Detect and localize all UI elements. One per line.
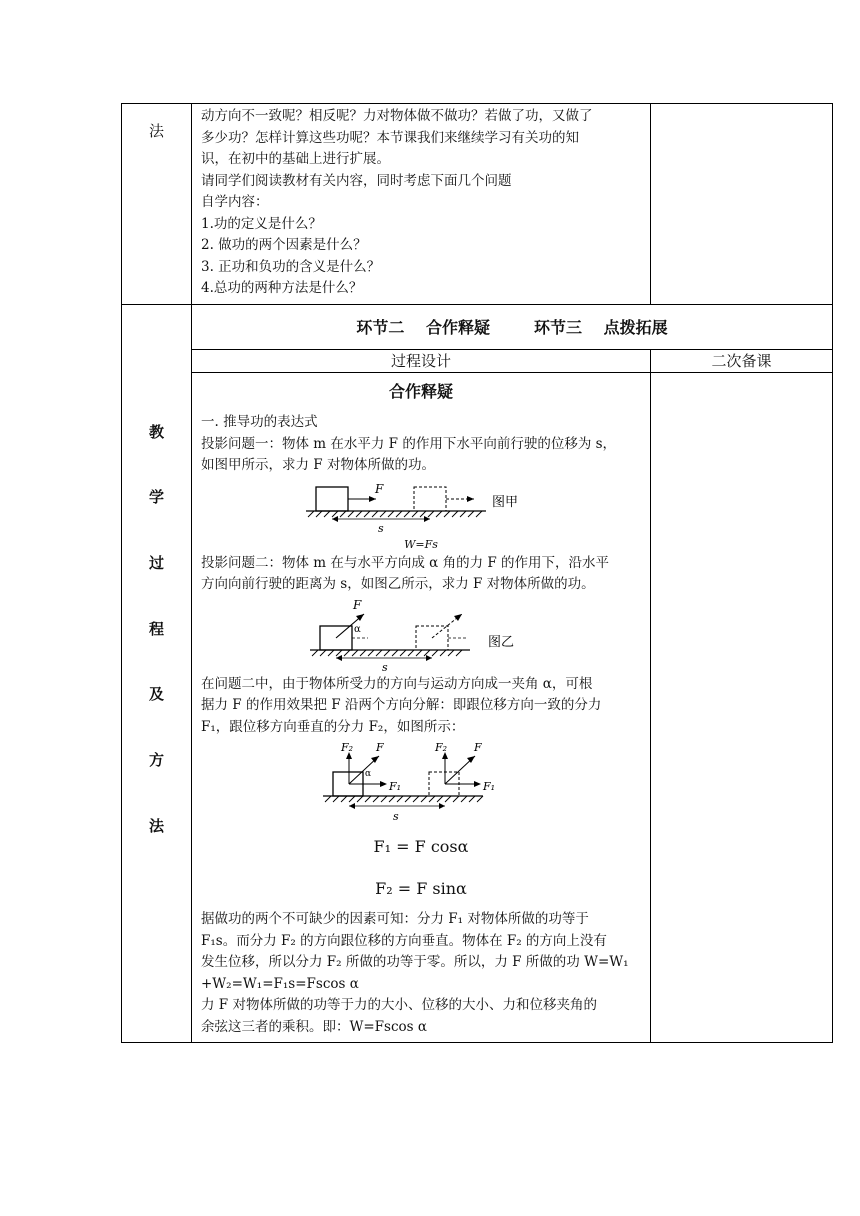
summary-para-cont: 余弦这三者的乘积。即：W=Fscos α [201, 1018, 428, 1035]
text-line: 多少功？怎样计算这些功呢？本节课我们来继续学习有关功的知 [201, 129, 579, 146]
method-row [122, 104, 833, 305]
vertical-char: 程 [148, 619, 164, 638]
analysis-para: 在问题二中，由于物体所受力的方向与运动方向成一夹角 α，可根 [201, 675, 593, 692]
analysis-para-cont: F₁，跟位移方向垂直的分力 F₂，如图所示： [201, 718, 465, 735]
lesson-table [121, 103, 833, 1043]
conclusion-para-cont: F₁s。而分力 F₂ 的方向跟位移的方向垂直。物体在 F₂ 的方向上没有 [201, 932, 607, 949]
equation-f2: F₂ = F sinα [375, 878, 467, 898]
question-one-cont: 如图甲所示，求力 F 对物体所做的功。 [201, 457, 435, 473]
figure-jia-label: 图甲 [492, 494, 519, 510]
side-label [122, 104, 192, 305]
figure-decomposition [321, 738, 521, 826]
stage-heading [192, 304, 833, 349]
force-label: F [376, 741, 384, 754]
displacement-label: s [382, 660, 388, 674]
vertical-char: 学 [148, 488, 164, 507]
text-line: 4.总功的两种方法是什么？ [201, 280, 363, 296]
content-row [122, 372, 833, 1043]
summary-para: 力 F 对物体所做的功等于力的大小、位移的大小、力和位移夹角的 [201, 997, 597, 1013]
f1-label: F₁ [483, 780, 496, 793]
vertical-label [122, 304, 192, 1043]
conclusion-para: 据做功的两个不可缺少的因素可知：分力 F₁ 对物体所做的功等于 [201, 911, 589, 927]
section-title: 合作释疑 [388, 381, 453, 401]
backup-header: 二次备课 [651, 349, 833, 372]
angle-label: α [354, 623, 361, 635]
force-label: F [474, 741, 482, 754]
f2-label: F₂ [341, 741, 354, 754]
question-two-cont: 方向向前行驶的距离为 s，如图乙所示，求力 F 对物体所做的功。 [201, 576, 595, 592]
angle-label: α [365, 769, 372, 779]
vertical-char: 法 [148, 816, 164, 835]
conclusion-para-cont: 发生位移，所以分力 F₂ 所做的功等于零。所以，力 F 所做的功 W=W₁ [201, 954, 629, 970]
notes-cell [651, 104, 833, 305]
stage-two: 环节二 合作释疑 [356, 318, 490, 337]
subsection-heading: 一. 推导功的表达式 [201, 414, 318, 430]
text-line: 自学内容： [201, 194, 269, 210]
f2-label: F₂ [435, 741, 448, 754]
figure-yi-label: 图乙 [488, 634, 515, 650]
f1-label: F₁ [389, 780, 402, 793]
text-line: 请同学们阅读教材有关内容，同时考虑下面几个问题 [201, 172, 512, 189]
question-two: 投影问题二：物体 m 在与水平方向成 α 角的力 F 的作用下，沿水平 [201, 554, 610, 571]
force-label: F [353, 597, 362, 612]
header-row [122, 349, 833, 372]
equation-f1: F₁ = F cosα [373, 837, 469, 856]
stage-row [122, 304, 833, 349]
displacement-label: s [393, 810, 399, 823]
backup-content [651, 372, 833, 1043]
text-line: 识，在初中的基础上进行扩展。 [201, 151, 390, 167]
figure-jia [306, 477, 536, 537]
displacement-label: s [378, 521, 384, 535]
formula-w-fs: W=Fs [404, 537, 438, 551]
text-line: 2. 做功的两个因素是什么？ [201, 237, 367, 253]
vertical-char: 教 [148, 422, 164, 441]
self-study-cell [192, 104, 651, 305]
conclusion-para-cont: +W₂=W₁=F₁s=Fscos α [201, 975, 359, 992]
text-line: 1.功的定义是什么？ [201, 215, 322, 232]
question-one: 投影问题一：物体 m 在水平力 F 的作用下水平向前行驶的位移为 s， [201, 435, 617, 452]
analysis-para-cont: 据力 F 的作用效果把 F 沿两个方向分解：即跟位移方向一致的分力 [201, 697, 602, 713]
text-line: 动方向不一致呢？相反呢？力对物体做不做功？若做了功，又做了 [201, 108, 593, 124]
figure-yi [306, 596, 536, 674]
vertical-char: 过 [148, 553, 164, 572]
process-content [192, 372, 651, 1043]
side-char: 法 [148, 122, 164, 140]
vertical-char: 方 [148, 750, 164, 769]
text-line: 3. 正功和负功的含义是什么？ [201, 258, 381, 275]
vertical-char: 及 [148, 685, 164, 704]
process-header: 过程设计 [192, 349, 651, 372]
stage-three: 环节三 点拨拓展 [534, 318, 668, 337]
force-label: F [375, 481, 384, 496]
